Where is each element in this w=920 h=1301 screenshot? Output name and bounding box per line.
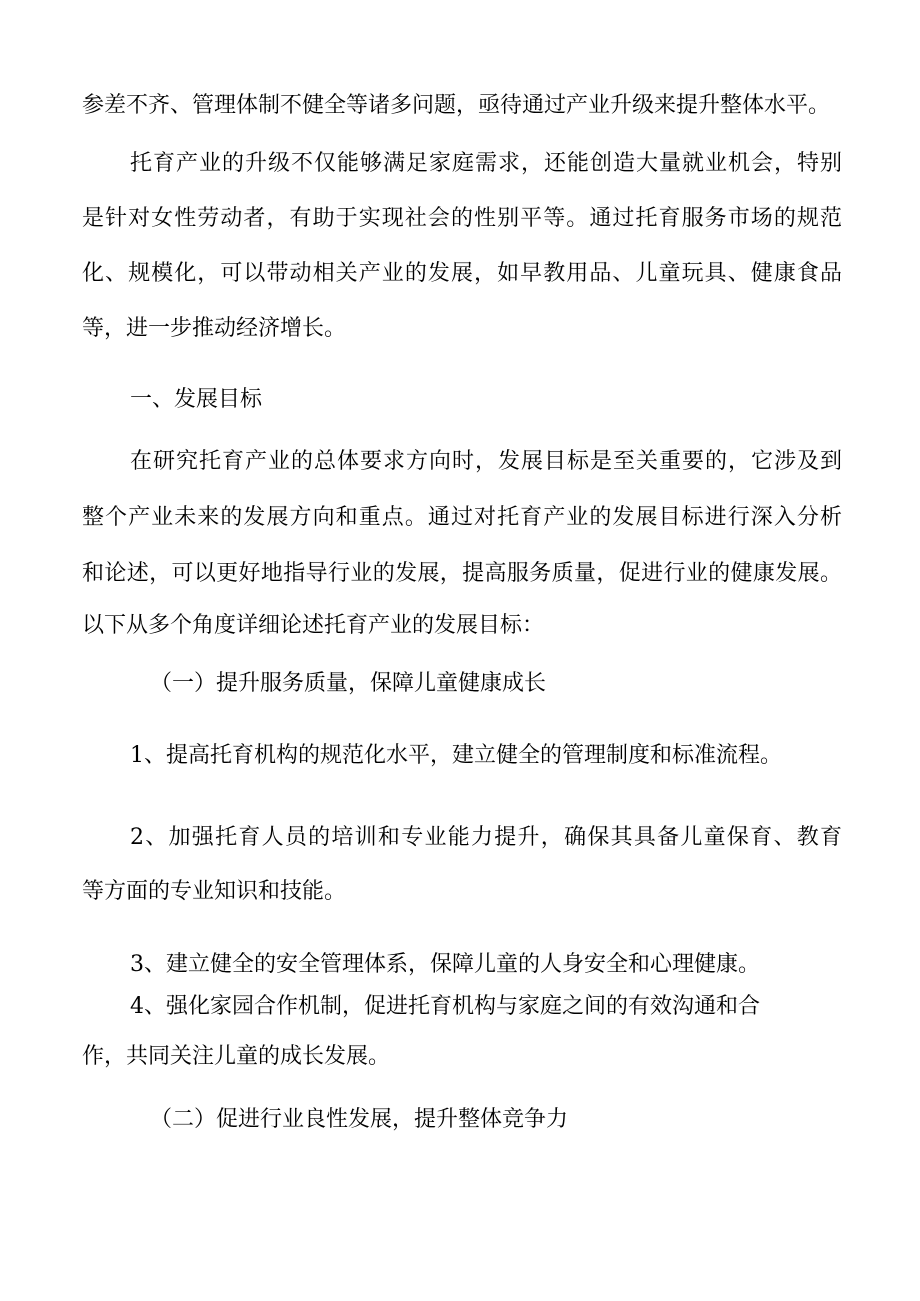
paragraph-employment-line-3: 化、规模化，可以带动相关产业的发展，如早教用品、儿童玩具、健康食品 [82, 261, 842, 286]
paragraph-intro-tail-line-1: 参差不齐、管理体制不健全等诸多问题，亟待通过产业升级来提升整体水平。 [82, 93, 831, 118]
paragraph-goals-line-1: 在研究托育产业的总体要求方向时，发展目标是至关重要的，它涉及到 [130, 449, 842, 474]
paragraph-employment-line-1: 托育产业的升级不仅能够满足家庭需求，还能创造大量就业机会，特别 [130, 151, 842, 176]
item-2-line-2: 等方面的专业知识和技能。 [82, 879, 347, 904]
paragraph-employment-line-4: 等，进一步推动经济增长。 [82, 316, 347, 341]
item-4-line-2: 作，共同关注儿童的成长发展。 [82, 1044, 391, 1069]
section-heading: 一、发展目标 [130, 387, 263, 412]
subsection-1-heading: （一）提升服务质量，保障儿童健康成长 [150, 671, 547, 696]
paragraph-goals-line-3: 和论述，可以更好地指导行业的发展，提高服务质量，促进行业的健康发展。 [82, 561, 842, 586]
paragraph-goals-line-4: 以下从多个角度详细论述托育产业的发展目标： [82, 613, 545, 638]
paragraph-employment-line-2: 是针对女性劳动者，有助于实现社会的性别平等。通过托育服务市场的规范 [82, 206, 842, 231]
item-1-line-1: 1、提高托育机构的规范化水平，建立健全的管理制度和标准流程。 [130, 743, 782, 768]
item-3-line-1: 3、建立健全的安全管理体系，保障儿童的人身安全和心理健康。 [130, 952, 760, 977]
subsection-2-heading: （二）促进行业良性发展，提升整体竞争力 [150, 1107, 569, 1132]
item-4-line-1: 4、强化家园合作机制，促进托育机构与家庭之间的有效沟通和合 [130, 994, 760, 1019]
paragraph-goals-line-2: 整个产业未来的发展方向和重点。通过对托育产业的发展目标进行深入分析 [82, 505, 842, 530]
item-2-line-1: 2、加强托育人员的培训和专业能力提升，确保其具备儿童保育、教育 [130, 825, 842, 850]
